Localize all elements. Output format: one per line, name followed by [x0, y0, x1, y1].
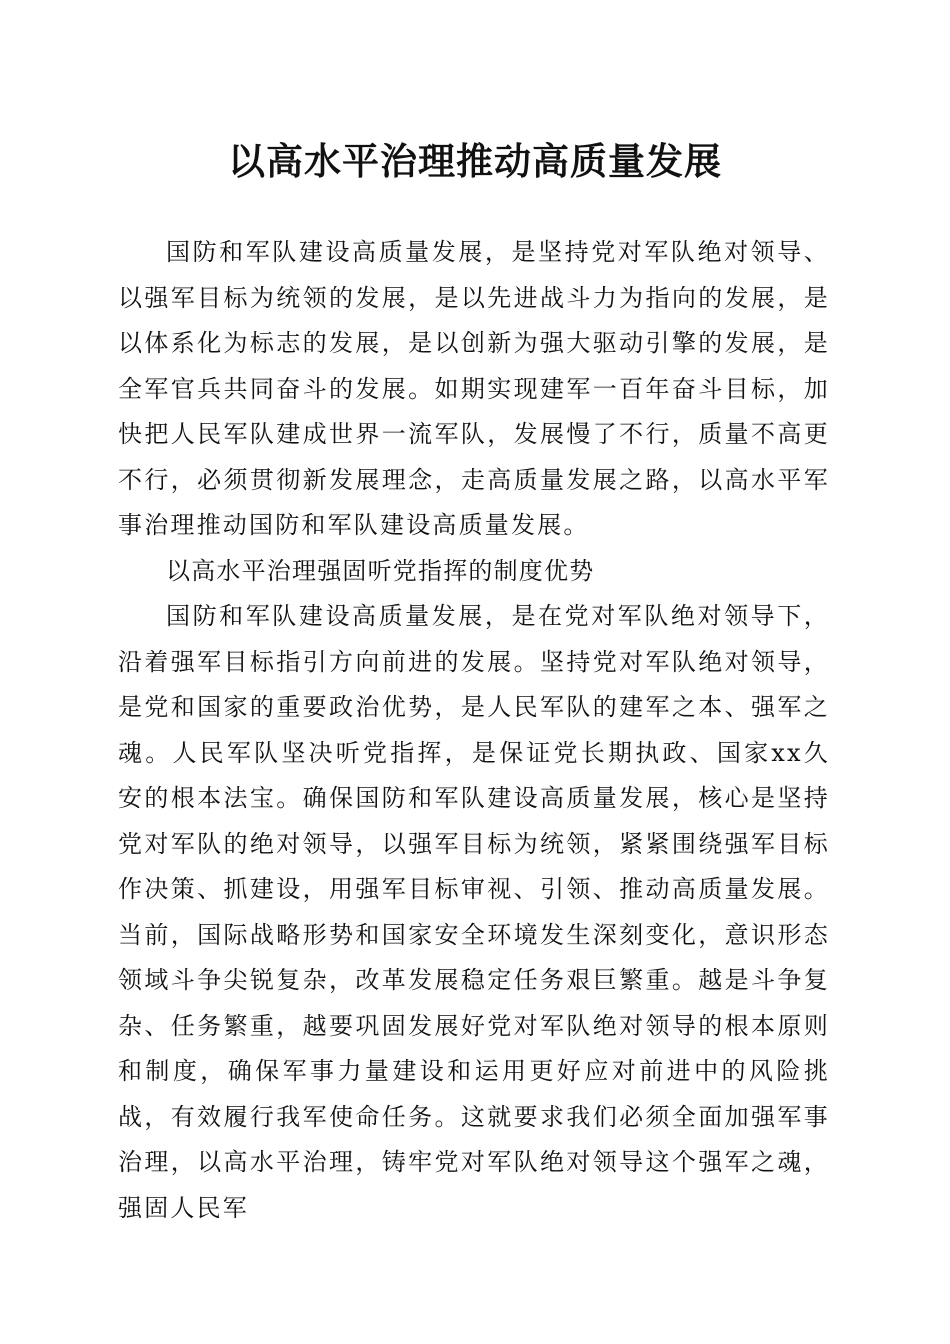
paragraph-section-body: 国防和军队建设高质量发展，是在党对军队绝对领导下，沿着强军目标指引方向前进的发展。坚持党对军队绝对领导，是党和国家的重要政治优势，是人民军队的建军之本、强军之魂。人民军队坚决听党指挥，是保证党长期执政、国家xx久安的根本法宝。确保国防和军队建设高质量发展，核心是坚持党对军队的绝对领导，以强军目标为统领，紧紧围绕强军目标作决策、抓建设，用强军目标审视、引领、推动高质量发展。当前，国际战略形势和国家安全环境发生深刻变化，意识形态领域斗争尖锐复杂，改革发展稳定任务艰巨繁重。越是斗争复杂、任务繁重，越要巩固发展好党对军队绝对领导的根本原则和制度，确保军事力量建设和运用更好应对前进中的风险挑战，有效履行我军使命任务。这就要求我们必须全面加强军事治理，以高水平治理，铸牢党对军队绝对领导这个强军之魂，强固人民军 [118, 602, 830, 1222]
section-heading: 以高水平治理强固听党指挥的制度优势 [166, 556, 595, 585]
paragraph-intro: 国防和军队建设高质量发展，是坚持党对军队绝对领导、以强军目标为统领的发展，是以先进战斗力为指向的发展，是以体系化为标志的发展，是以创新为强大驱动引擎的发展，是全军官兵共同奋斗的发展。如期实现建军一百年奋斗目标，加快把人民军队建成世界一流军队，发展慢了不行，质量不高更不行，必须贯彻新发展理念，走高质量发展之路，以高水平军事治理推动国防和军队建设高质量发展。 [118, 238, 830, 539]
document-title: 以高水平治理推动高质量发展 [228, 139, 722, 183]
document-body [118, 230, 830, 1231]
